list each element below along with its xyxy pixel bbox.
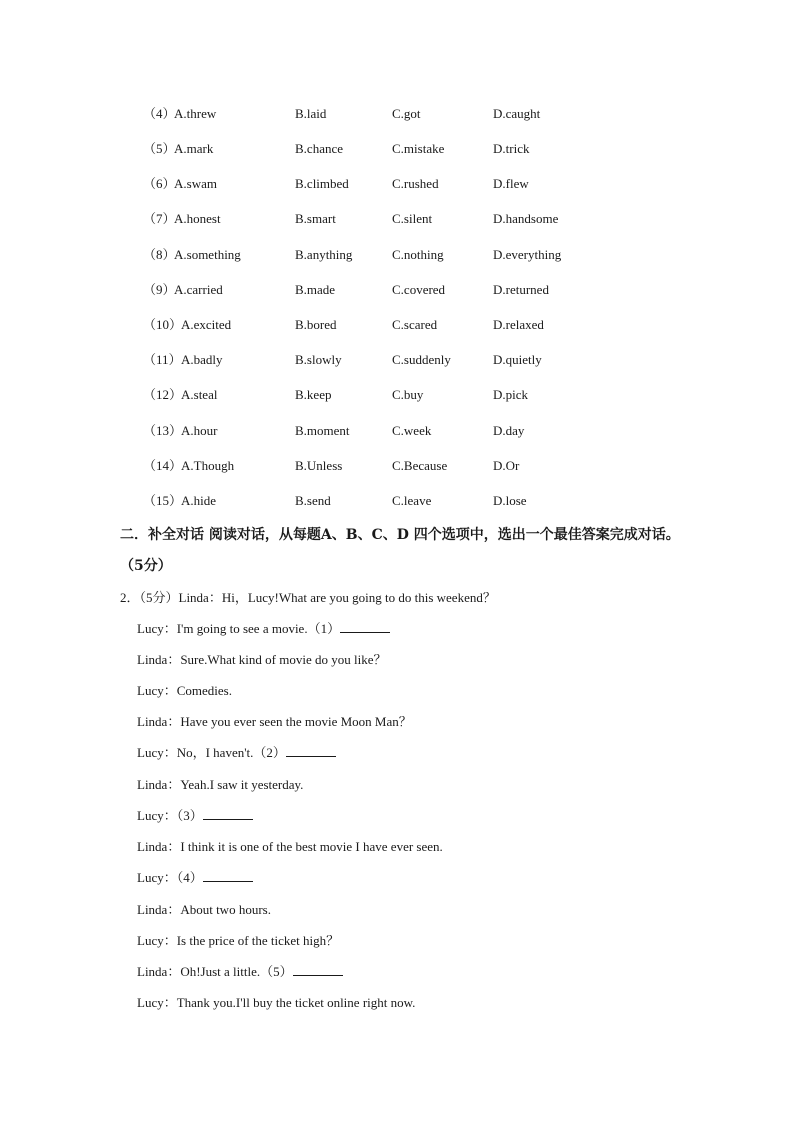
- question-number: （13）: [143, 423, 183, 438]
- dialogue-line: [137, 743, 336, 763]
- option-a: A.mark: [174, 141, 214, 156]
- option-d: D.flew: [493, 176, 529, 191]
- dialogue-text: Lucy：（4）: [137, 870, 203, 885]
- option-b: B.smart: [295, 211, 336, 226]
- option-b: B.moment: [295, 423, 350, 438]
- option-a: A.carried: [174, 282, 223, 297]
- option-c: C.Because: [392, 458, 448, 473]
- dialogue-text: Lucy：（3）: [137, 808, 203, 823]
- dialogue-line: [137, 931, 339, 951]
- option-row: [0, 245, 794, 265]
- option-row: [0, 174, 794, 194]
- option-row: [0, 385, 794, 405]
- option-c: C.suddenly: [392, 352, 451, 367]
- question-number: （14）: [143, 458, 183, 473]
- option-a: A.steal: [181, 387, 218, 402]
- dialogue-line: [137, 900, 271, 920]
- option-row: [0, 421, 794, 441]
- dialogue-text: Linda：Sure.What kind of movie do you like？: [137, 652, 387, 667]
- option-d: D.quietly: [493, 352, 542, 367]
- question-header: 2．（5分）Linda：Hi，Lucy!What are you going to do this weekend？: [120, 590, 496, 605]
- option-row: [0, 491, 794, 511]
- answer-blank: [293, 963, 343, 976]
- question-number: （7）: [143, 211, 176, 226]
- option-row: [0, 350, 794, 370]
- option-a: A.threw: [174, 106, 217, 121]
- option-a: A.hour: [181, 423, 218, 438]
- option-b: B.climbed: [295, 176, 349, 191]
- section-points: （5分）: [120, 558, 172, 574]
- option-b: B.slowly: [295, 352, 342, 367]
- option-d: D.lose: [493, 493, 527, 508]
- dialogue-line: [137, 619, 390, 639]
- dialogue-text: Linda：I think it is one of the best movie I have ever seen.: [137, 839, 443, 854]
- option-c: C.covered: [392, 282, 446, 297]
- dialogue-text: Linda：Oh!Just a little.（5）: [137, 964, 293, 979]
- option-b: B.send: [295, 493, 331, 508]
- dialogue-line: [137, 650, 386, 670]
- dialogue-line: [137, 868, 253, 888]
- option-row: [0, 104, 794, 124]
- dialogue-text: Linda：Yeah.I saw it yesterday.: [137, 777, 304, 792]
- option-a: A.Though: [181, 458, 235, 473]
- dialogue-line: [137, 837, 443, 857]
- question-number: （9）: [143, 282, 176, 297]
- section-title: 二．补全对话 阅读对话，从每题A、B、C、D 四个选项中，选出一个最佳答案完成对话。: [120, 527, 680, 543]
- option-b: B.anything: [295, 247, 353, 262]
- question-number: （6）: [143, 176, 176, 191]
- option-row: [0, 456, 794, 476]
- option-b: B.made: [295, 282, 336, 297]
- option-a: A.hide: [181, 493, 217, 508]
- option-c: C.got: [392, 106, 421, 121]
- option-row: [0, 139, 794, 159]
- option-b: B.keep: [295, 387, 332, 402]
- dialogue-text: Lucy：I'm going to see a movie.（1）: [137, 621, 341, 636]
- dialogue-text: Linda：Have you ever seen the movie Moon Man？: [137, 714, 412, 729]
- option-a: A.excited: [181, 317, 232, 332]
- dialogue-line: [137, 993, 415, 1013]
- question-number: （15）: [143, 493, 183, 508]
- option-b: B.laid: [295, 106, 327, 121]
- question-number: （4）: [143, 106, 176, 121]
- option-c: C.leave: [392, 493, 432, 508]
- option-d: D.everything: [493, 247, 562, 262]
- option-a: A.swam: [174, 176, 217, 191]
- dialogue-text: Lucy：Comedies.: [137, 683, 232, 698]
- option-c: C.nothing: [392, 247, 444, 262]
- dialogue-text: Lucy：Is the price of the ticket high？: [137, 933, 340, 948]
- question-number: （5）: [143, 141, 176, 156]
- option-b: B.chance: [295, 141, 344, 156]
- option-d: D.caught: [493, 106, 541, 121]
- option-d: D.Or: [493, 458, 520, 473]
- option-b: B.bored: [295, 317, 337, 332]
- dialogue-line: [137, 712, 412, 732]
- dialogue-line: [137, 962, 343, 982]
- answer-blank: [203, 807, 253, 820]
- dialogue-text: Lucy：No，I haven't.（2）: [137, 745, 286, 760]
- option-row: [0, 209, 794, 229]
- dialogue-text: Lucy：Thank you.I'll buy the ticket online right now.: [137, 995, 416, 1010]
- question-number: （12）: [143, 387, 183, 402]
- option-a: A.badly: [181, 352, 223, 367]
- option-c: C.mistake: [392, 141, 445, 156]
- answer-blank: [203, 869, 253, 882]
- option-d: D.handsome: [493, 211, 559, 226]
- option-d: D.pick: [493, 387, 529, 402]
- option-b: B.Unless: [295, 458, 343, 473]
- option-d: D.trick: [493, 141, 530, 156]
- option-c: C.silent: [392, 211, 433, 226]
- dialogue-line: [137, 775, 303, 795]
- option-c: C.week: [392, 423, 432, 438]
- option-c: C.buy: [392, 387, 424, 402]
- option-a: A.something: [174, 247, 241, 262]
- dialogue-text: Linda：About two hours.: [137, 902, 271, 917]
- option-d: D.day: [493, 423, 525, 438]
- option-d: D.relaxed: [493, 317, 544, 332]
- answer-blank: [286, 744, 336, 757]
- dialogue-line: [137, 806, 253, 826]
- option-c: C.scared: [392, 317, 438, 332]
- option-c: C.rushed: [392, 176, 439, 191]
- option-row: [0, 280, 794, 300]
- question-number: （10）: [143, 317, 183, 332]
- option-d: D.returned: [493, 282, 549, 297]
- dialogue-line: [137, 681, 232, 701]
- question-number: （11）: [143, 352, 182, 367]
- option-row: [0, 315, 794, 335]
- option-a: A.honest: [174, 211, 221, 226]
- question-number: （8）: [143, 247, 176, 262]
- answer-blank: [340, 620, 390, 633]
